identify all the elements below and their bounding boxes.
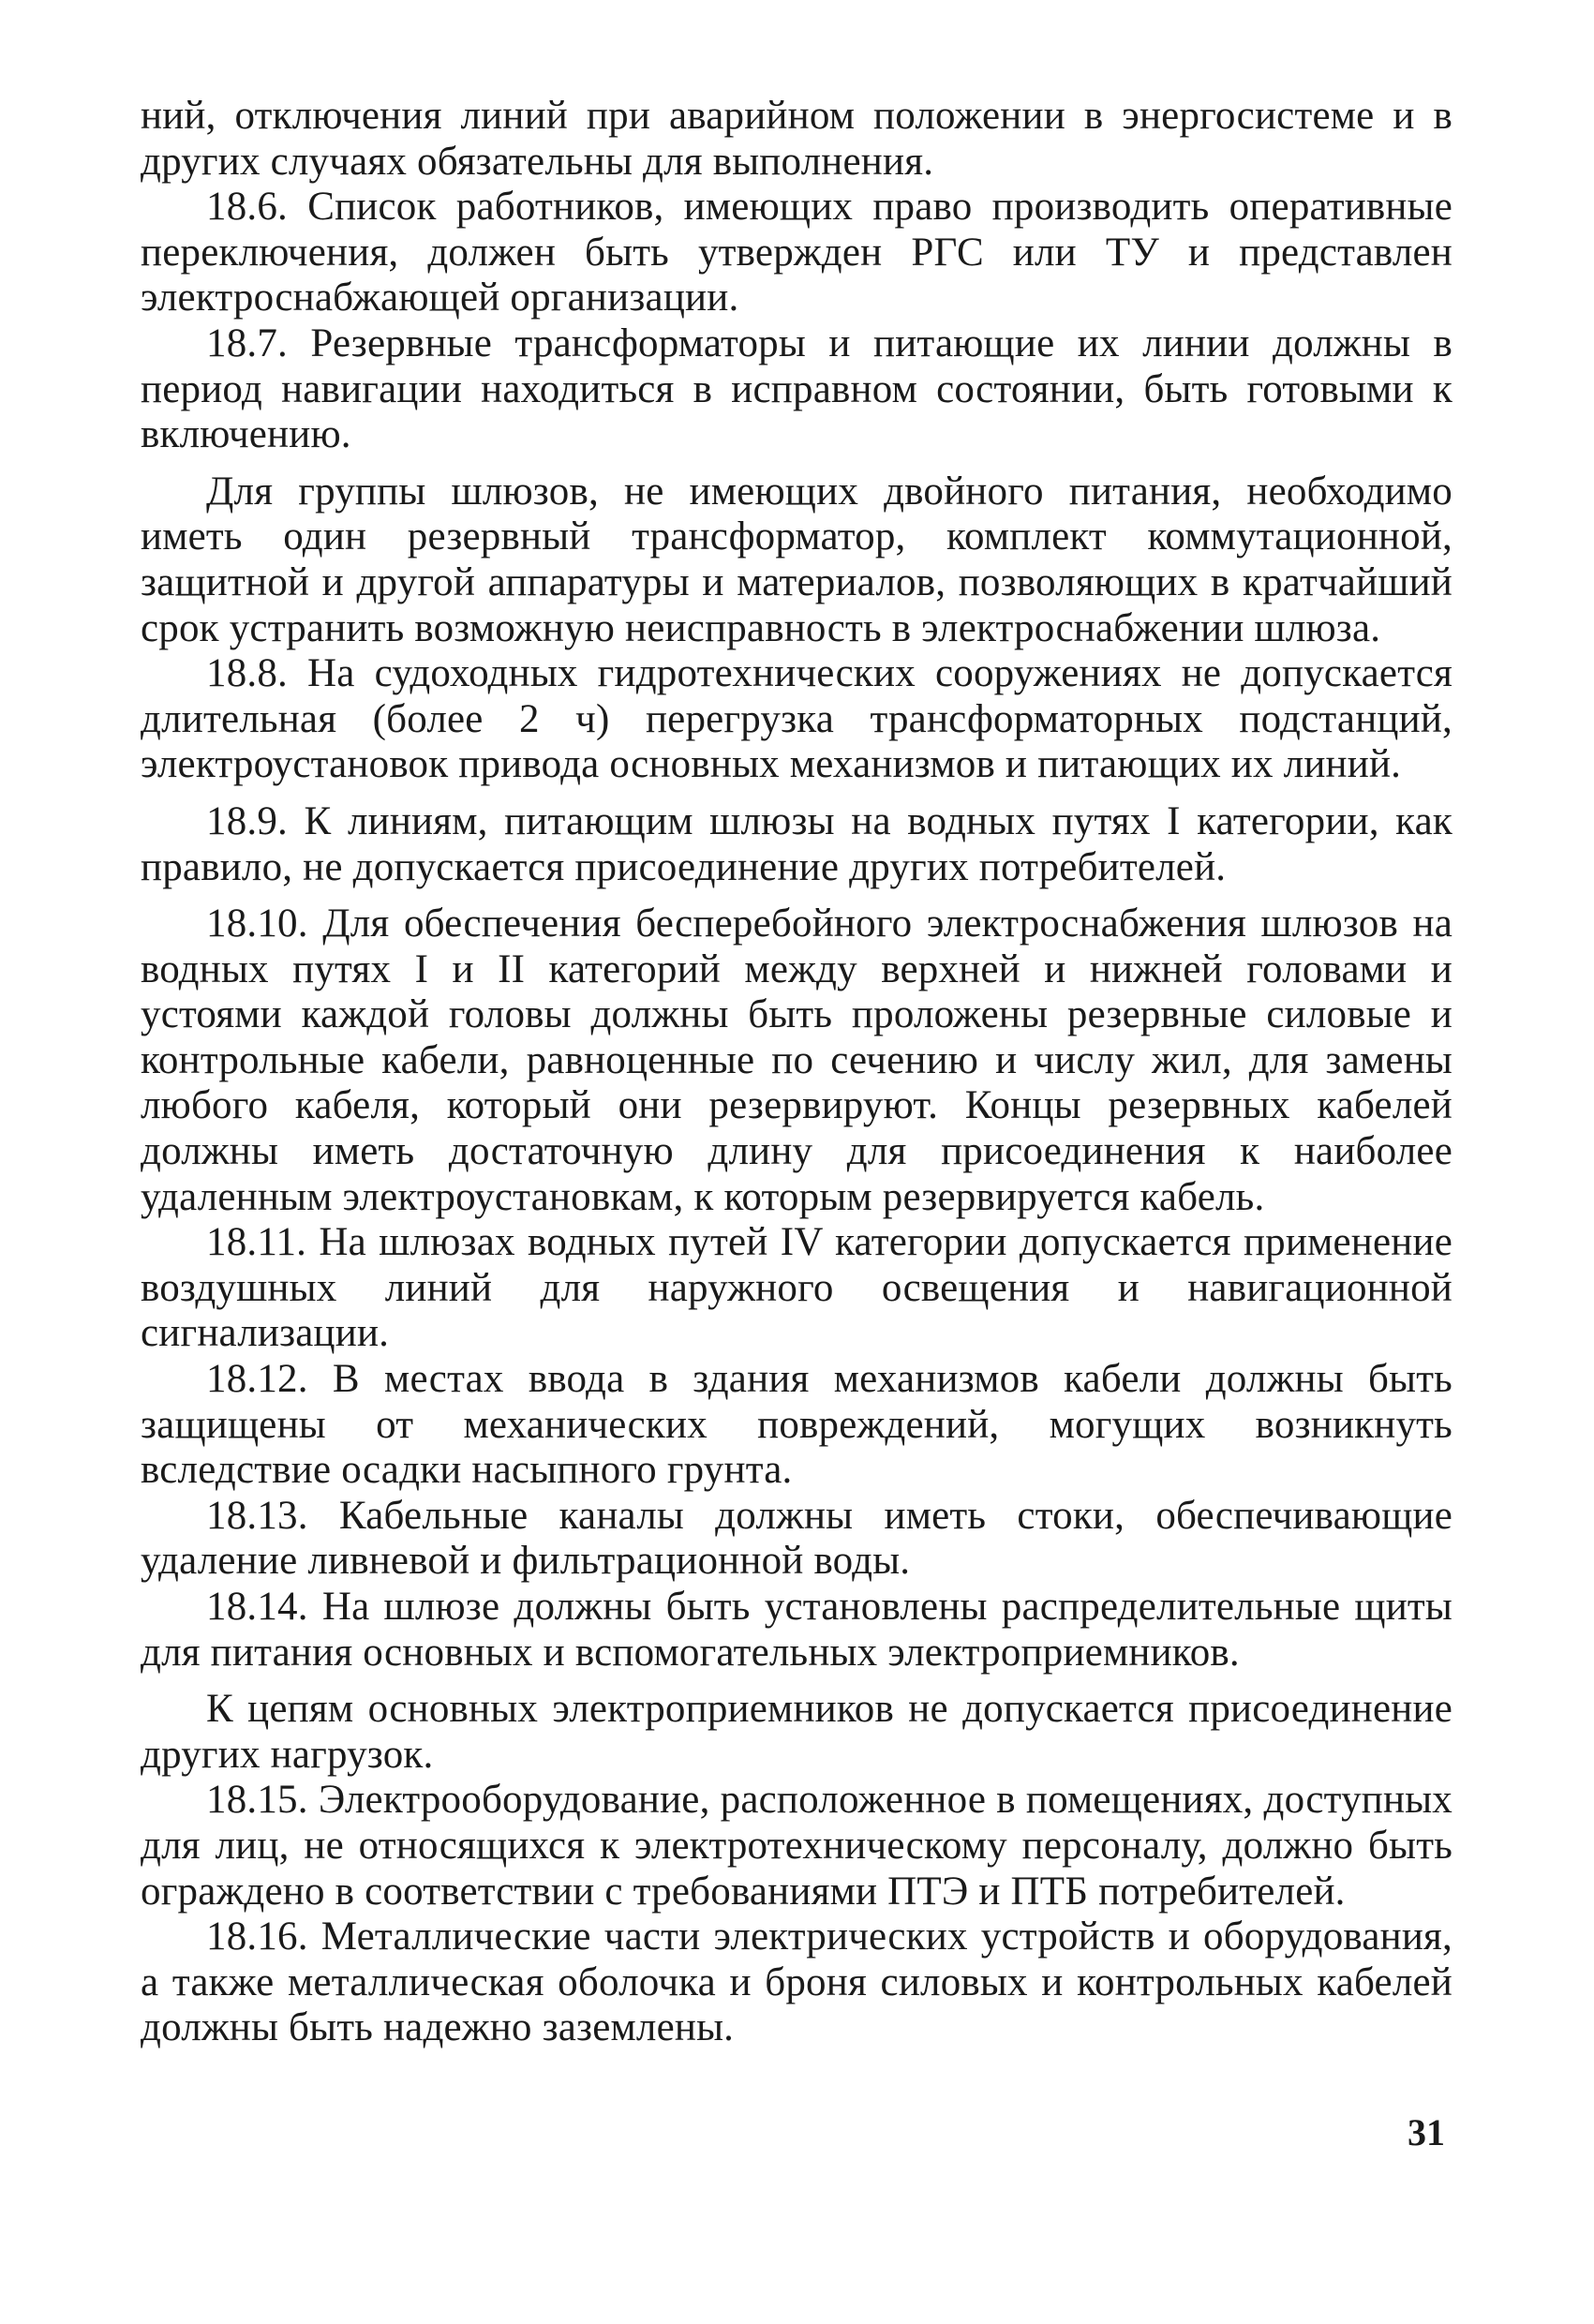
paragraph-continuation: ний, отключения линий при аварийном положении в энергосистеме и в других случаях обязательны для выполнения. — [141, 94, 1452, 184]
paragraph-18-10: 18.10. Для обеспечения бесперебойного электроснабжения шлюзов на водных путях I и II категорий между верхней и нижней головами и устоями каждой головы должны быть проложены резервные силовые и контрольные кабели, равноценные по сечению и числу жил, для замены любого кабеля, который они резервируют. Концы резервных кабелей должны иметь достаточную длину для присоединения к наиболее удаленным электроустановкам, к которым резервируется кабель. — [141, 901, 1452, 1219]
document-page — [141, 94, 1452, 2051]
paragraph-18-15: 18.15. Электрооборудование, расположенное в помещениях, доступных для лиц, не относящихся к электротехническому персоналу, должно быть ограждено в соответствии с требованиями ПТЭ и ПТБ потребителей. — [141, 1778, 1452, 1914]
paragraph-18-14-continued: К цепям основных электроприемников не допускается присоединение других нагрузок. — [141, 1687, 1452, 1777]
paragraph-18-7: 18.7. Резервные трансформаторы и питающие их линии должны в период навигации находиться в исправном состоянии, быть готовыми к включению. — [141, 320, 1452, 457]
paragraph-18-7-continued: Для группы шлюзов, не имеющих двойного питания, необходимо иметь один резервный трансформатор, комплект коммутационной, защитной и другой аппаратуры и материалов, позволяющих в кратчайший срок устранить возможную неисправность в электроснабжении шлюза. — [141, 469, 1452, 650]
paragraph-18-12: 18.12. В местах ввода в здания механизмов кабели должны быть защищены от механических повреждений, могущих возникнуть вследствие осадки насыпного грунта. — [141, 1357, 1452, 1493]
paragraph-18-16: 18.16. Металлические части электрических устройств и оборудования, а также металлическая оболочка и броня силовых и контрольных кабелей должны быть надежно заземлены. — [141, 1914, 1452, 2050]
paragraph-18-6: 18.6. Список работников, имеющих право производить оперативные переключения, должен быть утвержден РГС или ТУ и представлен электроснабжающей организации. — [141, 185, 1452, 320]
page-number: 31 — [1408, 2111, 1445, 2153]
paragraph-18-11: 18.11. На шлюзах водных путей IV категории допускается применение воздушных линий для наружного освещения и навигационной сигнализации. — [141, 1220, 1452, 1356]
paragraph-18-9: 18.9. К линиям, питающим шлюзы на водных путях I категории, как правило, не допускается присоединение других потребителей. — [141, 798, 1452, 889]
paragraph-18-13: 18.13. Кабельные каналы должны иметь стоки, обеспечивающие удаление ливневой и фильтрационной воды. — [141, 1493, 1452, 1584]
paragraph-18-14: 18.14. На шлюзе должны быть установлены распределительные щиты для питания основных и вспомогательных электроприемников. — [141, 1585, 1452, 1675]
paragraph-18-8: 18.8. На судоходных гидротехнических сооружениях не допускается длительная (более 2 ч) перегрузка трансформаторных подстанций, электроустановок привода основных механизмов и питающих их линий. — [141, 651, 1452, 787]
